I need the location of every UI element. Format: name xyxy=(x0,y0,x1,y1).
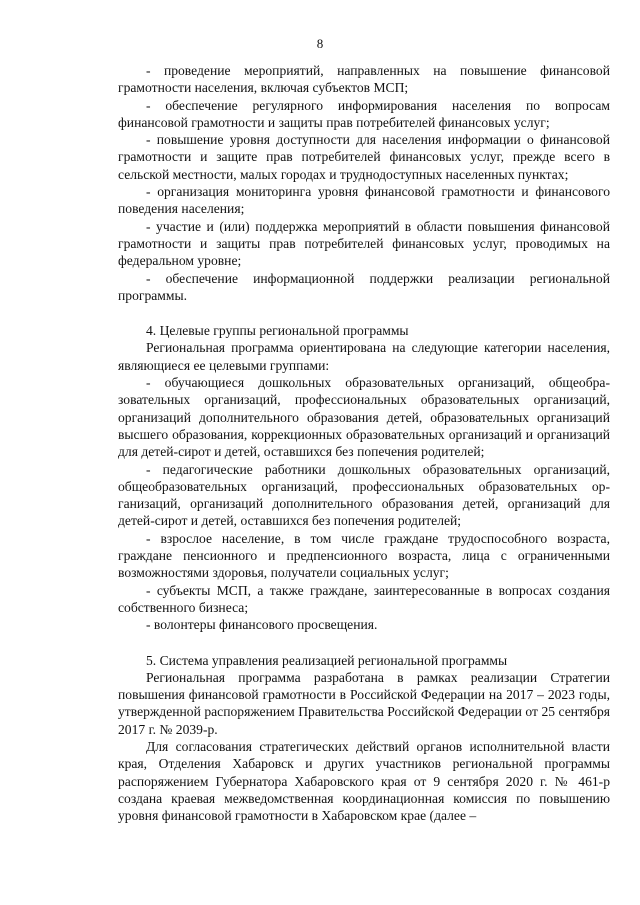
list-item: - педагогические работники дошкольных образовательных организаций, общеобразовательных организаций, профессиональных образовательных организаций, организаций дополнительного образования детей, организаций для детей-сирот и детей, оставшихся без попечения родителей; xyxy=(118,461,610,529)
section-4-intro: Региональная программа ориентирована на следующие категории населения, являющиеся ее целевыми группами: xyxy=(118,340,610,373)
list-item: - участие и (или) поддержка мероприятий в области повышения финансовой грамотности и защиты прав потребителей финансовых услуг, проводимых на федеральном уровне; xyxy=(118,218,610,269)
list-item: - организация мониторинга уровня финансовой грамотности и финансового поведения населения; xyxy=(118,184,610,217)
section-5-paragraph: Для согласования стратегических действий органов исполнительной власти края, Отделения Хабаровск и других участников региональной программы распоряжением Губернатора Хабаровского края от 9 сентября 2020 г. № 461-р создана краевая межведомственная координационная комиссия по повышению уровня финансовой грамотности в Хабаровском крае (далее – xyxy=(118,738,610,824)
section-5-heading: 5. Система управления реализацией региональной программы xyxy=(146,652,508,668)
list-item: - повышение уровня доступности для населения информации о финансовой грамотности и защите прав потребителей финансовых услуг, прежде всего в сельской местности, малых городах и труднодоступных населенных пунктах; xyxy=(118,132,610,182)
list-item: - субъекты МСП, а также граждане, заинтересованные в вопросах создания собственного бизнеса; xyxy=(118,582,610,615)
section-5-paragraph: Региональная программа разработана в рамках реализации Стратегии повышения финансовой грамотности в Российской Федерации на 2017 – 2023 годы, утвержденной распоряжением Правительства Российской Федерации от 25 сентября 2017 г. № 2039-р. xyxy=(118,669,610,737)
list-item: - проведение мероприятий, направленных на повышение финансовой грамотности населения, включая субъектов МСП; xyxy=(118,63,610,96)
list-item: - обеспечение информационной поддержки реализации региональной программы. xyxy=(118,270,610,303)
page-content xyxy=(118,62,610,824)
list-item: - взрослое население, в том числе граждане трудоспособного возраста, граждане пенсионного и предпенсионного возраста, лица с ограниченными возможностями здоровья, получатели социальных услуг; xyxy=(118,530,610,581)
section-4-heading: 4. Целевые группы региональной программы xyxy=(146,323,409,339)
page-number: 8 xyxy=(316,36,324,51)
list-item: - обучающиеся дошкольных образовательных организаций, общеобразовательных организаций, профессиональных образовательных организаций, организаций дополнительного образования детей, образовательных организаций высшего образования, коррекционных образовательных организаций и организаций для детей-сирот и детей, оставшихся без попечения родителей; xyxy=(118,375,610,460)
list-item: - волонтеры финансового просвещения. xyxy=(146,617,378,633)
list-item: - обеспечение регулярного информирования населения по вопросам финансовой грамотности и защиты прав потребителей финансовых услуг; xyxy=(118,97,610,130)
